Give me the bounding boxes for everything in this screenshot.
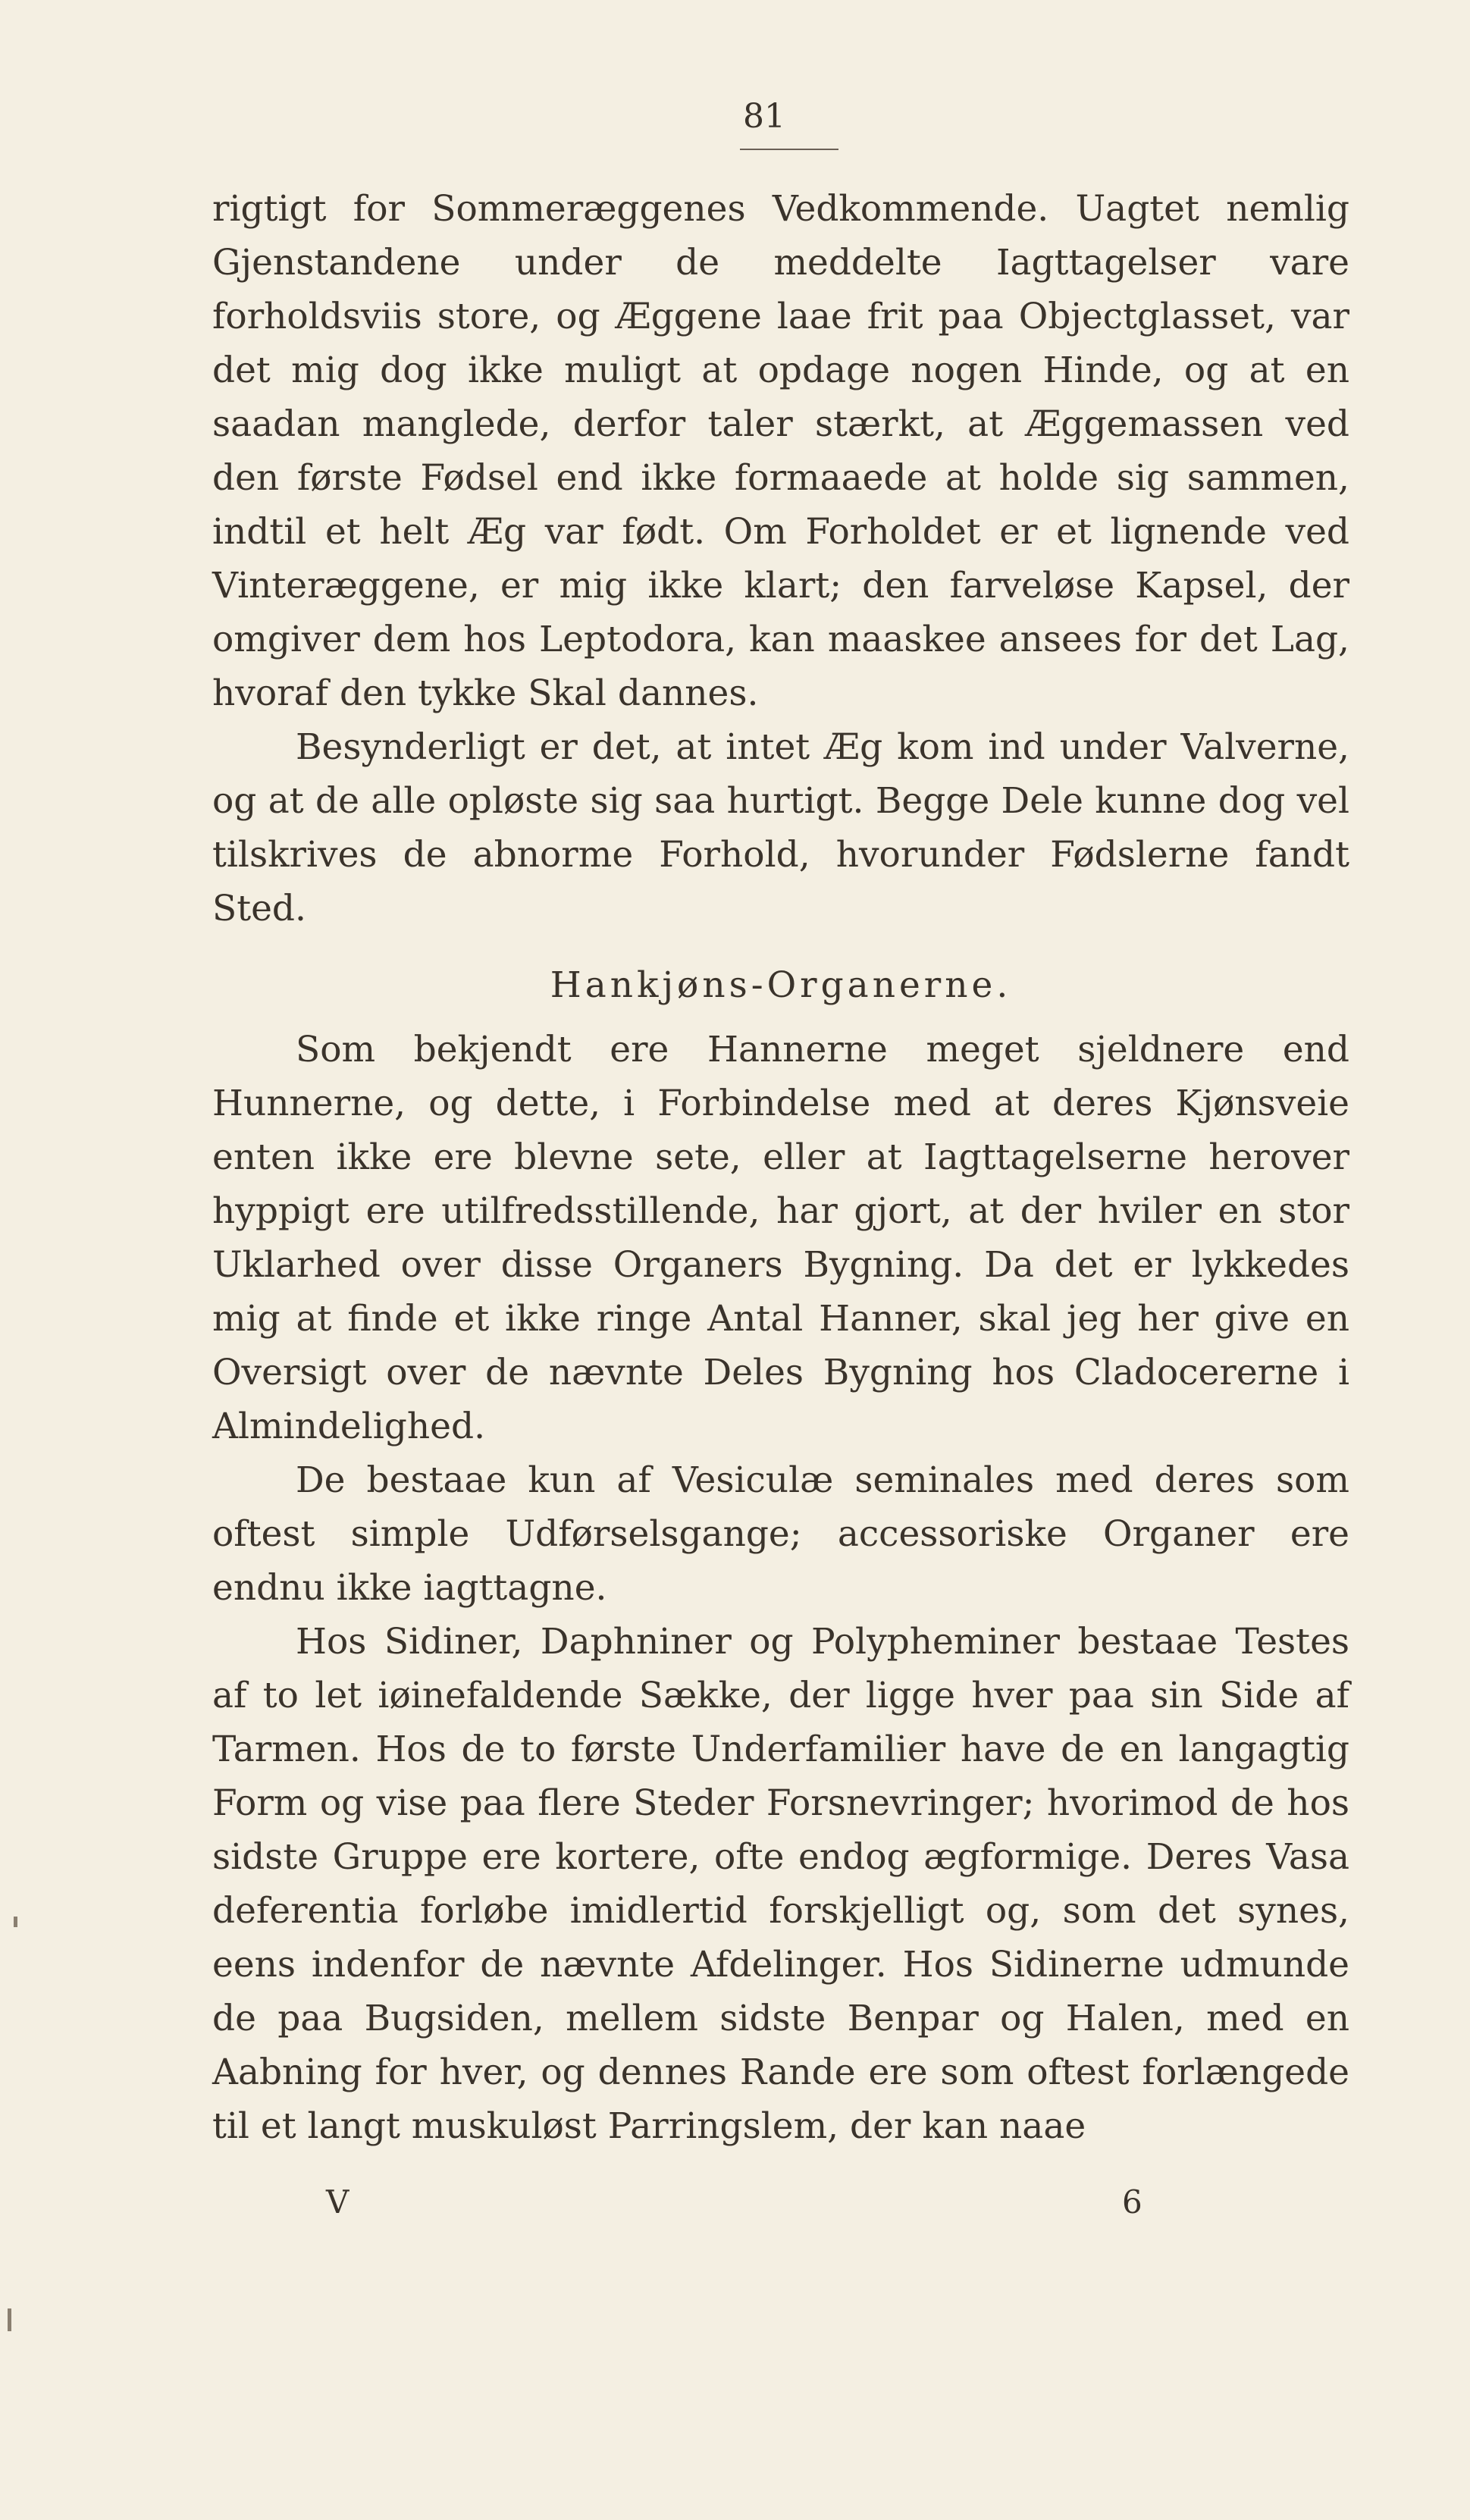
paragraph: Hos Sidiner, Daphniner og Polypheminer bestaae Testes af to let iøinefaldende Sække, der ligge hver paa sin Side af Tarmen. Hos de to første Underfamilier have de en langagtig Form og vise paa flere Steder Forsnevringer; hvorimod de hos sidste Gruppe ere kortere, ofte endog ægformige. Deres Vasa deferentia forløbe imidlertid forskjelligt og, som det synes, eens indenfor de nævnte Afdelinger. Hos Sidinerne udmunde de paa Bugsiden, mellem sidste Benpar og Halen, med en Aabning for hver, og dennes Rande ere som oftest forlængede til et langt muskuløst Parringslem, der kan naae xyxy=(212,1621,1349,2147)
paragraph: De bestaae kun af Vesiculæ seminales med deres som oftest simple Udførselsgange; accessoriske Organer ere endnu ikke iagttagne. xyxy=(212,1459,1349,1609)
section-heading: Hankjøns-Organerne. xyxy=(550,964,1012,1006)
paragraph: rigtigt for Sommeræggenes Vedkommende. Uagtet nemlig Gjenstandene under de meddelte Iagttagelser vare forholdsviis store, og Æggene laae frit paa Objectglasset, var det mig dog ikke muligt at opdage nogen Hinde, og at en saadan manglede, derfor taler stærkt, at Æggemassen ved den første Fødsel end ikke formaaede at holde sig sammen, indtil et helt Æg var født. Om Forholdet er et lignende ved Vinteræggene, er mig ikke klart; den farveløse Kapsel, der omgiver dem hos Leptodora, kan maaskee ansees for det Lag, hvoraf den tykke Skal dannes. xyxy=(212,188,1349,714)
paragraph: Som bekjendt ere Hannerne meget sjeldnere end Hunnerne, og dette, i Forbindelse med at deres Kjønsveie enten ikke ere blevne sete, eller at Iagttagelserne herover hyppigt ere utilfredsstillende, har gjort, at der hviler en stor Uklarhed over disse Organers Bygning. Da det er lykkedes mig at finde et ikke ringe Antal Hanner, skal jeg her give en Oversigt over de nævnte Deles Bygning hos Cladocererne i Almindelighed. xyxy=(212,1029,1349,1447)
paragraph: Besynderligt er det, at intet Æg kom ind under Valverne, og at de alle opløste sig saa hurtigt. Begge Dele kunne dog vel tilskrives de abnorme Forhold, hvorunder Fødslerne fandt Sted. xyxy=(212,726,1349,929)
signature-mark-left: V xyxy=(326,2183,349,2221)
page-body xyxy=(212,182,1349,2153)
signature-mark-right: 6 xyxy=(1122,2183,1142,2221)
header-rule xyxy=(740,149,838,150)
margin-blemish xyxy=(8,2308,11,2331)
margin-blemish xyxy=(14,1917,17,1927)
page-number: 81 xyxy=(743,97,785,136)
